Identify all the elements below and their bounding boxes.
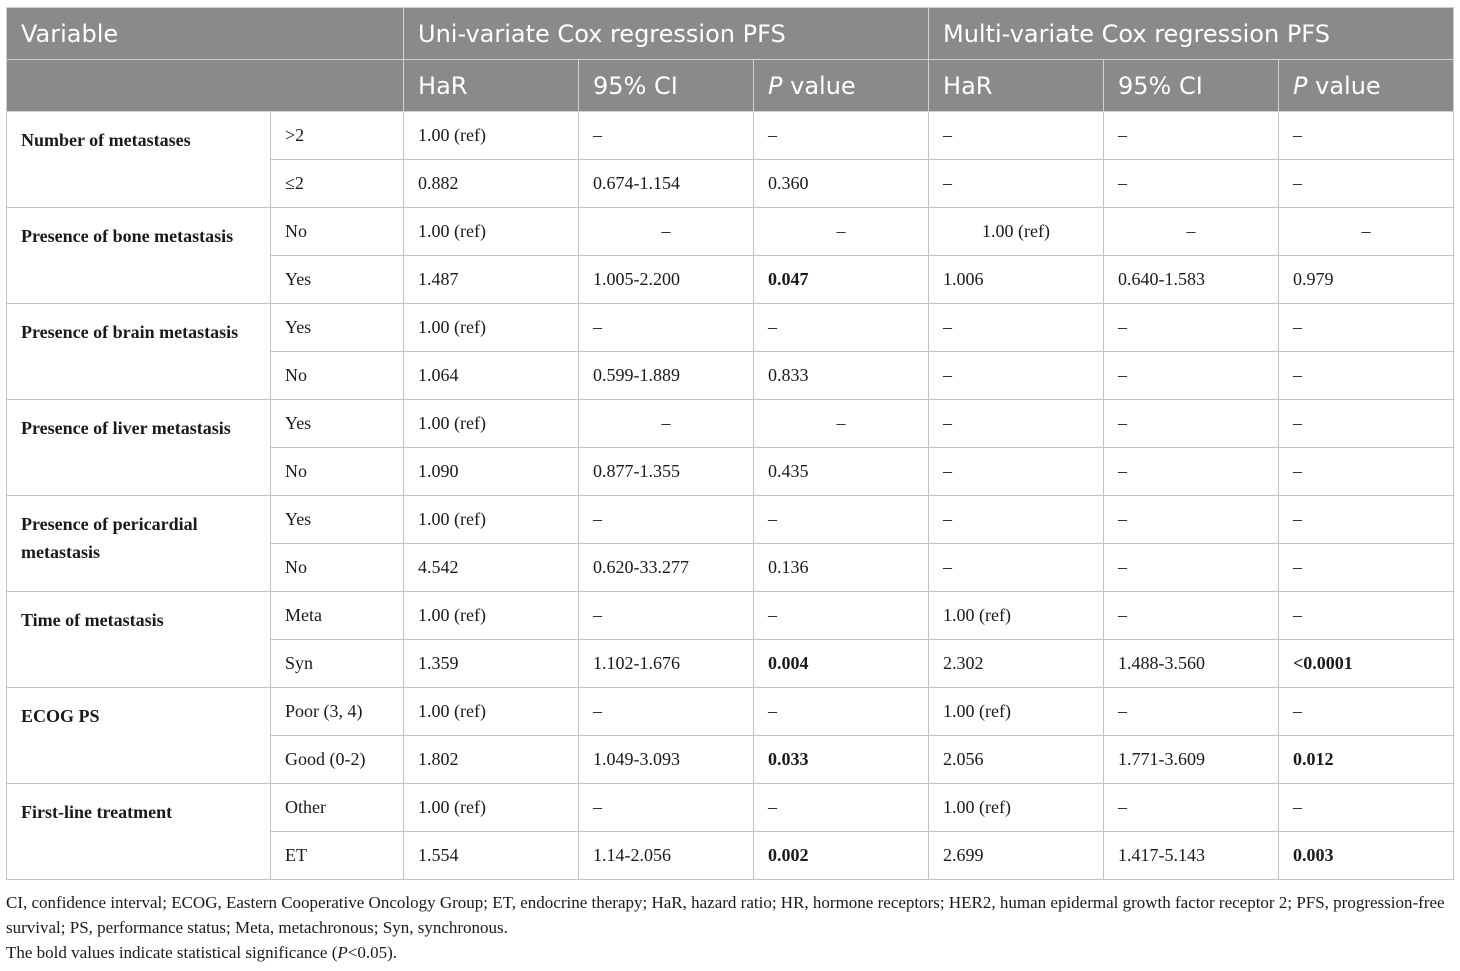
- header-uni-p: P value: [754, 60, 929, 112]
- uni-har-cell: 1.00 (ref): [404, 304, 579, 352]
- uni-ci-cell: –: [579, 592, 754, 640]
- variable-level: Good (0-2): [271, 736, 404, 784]
- uni-ci-cell: 0.674-1.154: [579, 160, 754, 208]
- uni-ci-cell: –: [579, 496, 754, 544]
- variable-level: >2: [271, 112, 404, 160]
- multi-har-cell: –: [929, 112, 1104, 160]
- uni-p-cell: –: [754, 592, 929, 640]
- table-row: [7, 112, 1454, 160]
- multi-har-cell: 2.302: [929, 640, 1104, 688]
- uni-har-cell: 1.00 (ref): [404, 496, 579, 544]
- variable-level: Yes: [271, 256, 404, 304]
- multi-p-cell: 0.003: [1279, 832, 1454, 880]
- uni-ci-cell: 0.620-33.277: [579, 544, 754, 592]
- variable-level: Yes: [271, 304, 404, 352]
- header-uni-ci: 95% CI: [579, 60, 754, 112]
- multi-har-cell: 1.00 (ref): [929, 592, 1104, 640]
- uni-p-cell: 0.435: [754, 448, 929, 496]
- multi-ci-cell: –: [1104, 208, 1279, 256]
- multi-har-cell: 1.00 (ref): [929, 688, 1104, 736]
- header-row-columns: [7, 60, 1454, 112]
- abbreviations-note: CI, confidence interval; ECOG, Eastern Cooperative Oncology Group; ET, endocrine therapy; HaR, hazard ratio; HR, hormone receptors; HER2, human epidermal growth factor receptor 2; PFS, progression-free survival; PS, performance status; Meta, metachronous; Syn, synchronous.: [6, 893, 1445, 937]
- multi-ci-cell: 1.488-3.560: [1104, 640, 1279, 688]
- uni-har-cell: 1.00 (ref): [404, 784, 579, 832]
- multi-ci-cell: 1.417-5.143: [1104, 832, 1279, 880]
- multi-p-cell: –: [1279, 160, 1454, 208]
- multi-p-cell: –: [1279, 688, 1454, 736]
- multi-ci-cell: 1.771-3.609: [1104, 736, 1279, 784]
- variable-name: First-line treatment: [7, 784, 271, 880]
- variable-name: Number of metastases: [7, 112, 271, 208]
- multi-har-cell: 2.699: [929, 832, 1104, 880]
- uni-ci-cell: 0.599-1.889: [579, 352, 754, 400]
- variable-level: Syn: [271, 640, 404, 688]
- multi-har-cell: 1.006: [929, 256, 1104, 304]
- uni-ci-cell: 1.102-1.676: [579, 640, 754, 688]
- uni-ci-cell: –: [579, 112, 754, 160]
- multi-har-cell: –: [929, 496, 1104, 544]
- uni-p-cell: –: [754, 688, 929, 736]
- header-multi-variate: Multi-variate Cox regression PFS: [929, 8, 1454, 60]
- table-row: [7, 496, 1454, 544]
- uni-p-cell: 0.360: [754, 160, 929, 208]
- variable-name: Presence of bone metastasis: [7, 208, 271, 304]
- header-row-groups: [7, 8, 1454, 60]
- multi-p-cell: –: [1279, 112, 1454, 160]
- uni-ci-cell: –: [579, 400, 754, 448]
- multi-ci-cell: –: [1104, 544, 1279, 592]
- uni-har-cell: 1.064: [404, 352, 579, 400]
- multi-har-cell: 1.00 (ref): [929, 208, 1104, 256]
- multi-ci-cell: –: [1104, 496, 1279, 544]
- multi-p-cell: –: [1279, 592, 1454, 640]
- uni-har-cell: 1.00 (ref): [404, 400, 579, 448]
- significance-note: The bold values indicate statistical significance (P<0.05).: [6, 943, 398, 962]
- multi-p-cell: –: [1279, 448, 1454, 496]
- multi-ci-cell: –: [1104, 448, 1279, 496]
- uni-p-cell: 0.033: [754, 736, 929, 784]
- uni-p-cell: –: [754, 400, 929, 448]
- multi-ci-cell: –: [1104, 160, 1279, 208]
- variable-level: Poor (3, 4): [271, 688, 404, 736]
- multi-ci-cell: –: [1104, 400, 1279, 448]
- table-row: [7, 304, 1454, 352]
- header-multi-har: HaR: [929, 60, 1104, 112]
- table-row: [7, 208, 1454, 256]
- multi-p-cell: –: [1279, 400, 1454, 448]
- uni-har-cell: 1.00 (ref): [404, 208, 579, 256]
- variable-level: Meta: [271, 592, 404, 640]
- variable-name: ECOG PS: [7, 688, 271, 784]
- uni-ci-cell: –: [579, 208, 754, 256]
- uni-har-cell: 1.802: [404, 736, 579, 784]
- variable-level: No: [271, 448, 404, 496]
- variable-level: No: [271, 208, 404, 256]
- variable-name: Presence of brain metastasis: [7, 304, 271, 400]
- table-row: [7, 400, 1454, 448]
- multi-ci-cell: –: [1104, 592, 1279, 640]
- header-multi-p: P value: [1279, 60, 1454, 112]
- table-footnote: [6, 890, 1456, 965]
- uni-har-cell: 1.487: [404, 256, 579, 304]
- uni-har-cell: 0.882: [404, 160, 579, 208]
- multi-ci-cell: –: [1104, 112, 1279, 160]
- variable-level: Yes: [271, 400, 404, 448]
- multi-p-cell: –: [1279, 784, 1454, 832]
- multi-p-cell: –: [1279, 352, 1454, 400]
- multi-ci-cell: –: [1104, 304, 1279, 352]
- uni-p-cell: 0.002: [754, 832, 929, 880]
- uni-p-cell: –: [754, 304, 929, 352]
- uni-har-cell: 4.542: [404, 544, 579, 592]
- uni-p-cell: 0.047: [754, 256, 929, 304]
- multi-p-cell: –: [1279, 208, 1454, 256]
- uni-p-cell: 0.004: [754, 640, 929, 688]
- multi-ci-cell: –: [1104, 352, 1279, 400]
- variable-level: Other: [271, 784, 404, 832]
- table-row: [7, 688, 1454, 736]
- header-uni-har: HaR: [404, 60, 579, 112]
- multi-har-cell: 1.00 (ref): [929, 784, 1104, 832]
- uni-har-cell: 1.090: [404, 448, 579, 496]
- multi-har-cell: –: [929, 304, 1104, 352]
- multi-har-cell: –: [929, 400, 1104, 448]
- uni-p-cell: 0.833: [754, 352, 929, 400]
- multi-p-cell: –: [1279, 544, 1454, 592]
- uni-p-cell: –: [754, 496, 929, 544]
- uni-ci-cell: –: [579, 688, 754, 736]
- multi-har-cell: –: [929, 160, 1104, 208]
- uni-p-cell: –: [754, 112, 929, 160]
- uni-ci-cell: –: [579, 784, 754, 832]
- multi-p-cell: –: [1279, 496, 1454, 544]
- variable-name: Presence of liver metastasis: [7, 400, 271, 496]
- header-uni-variate: Uni-variate Cox regression PFS: [404, 8, 929, 60]
- multi-ci-cell: –: [1104, 688, 1279, 736]
- variable-level: ≤2: [271, 160, 404, 208]
- header-multi-ci: 95% CI: [1104, 60, 1279, 112]
- uni-ci-cell: 0.877-1.355: [579, 448, 754, 496]
- uni-ci-cell: –: [579, 304, 754, 352]
- uni-ci-cell: 1.049-3.093: [579, 736, 754, 784]
- header-variable: Variable: [7, 8, 404, 60]
- uni-har-cell: 1.359: [404, 640, 579, 688]
- variable-name: Time of metastasis: [7, 592, 271, 688]
- variable-level: ET: [271, 832, 404, 880]
- multi-har-cell: –: [929, 352, 1104, 400]
- table-row: [7, 592, 1454, 640]
- multi-p-cell: –: [1279, 304, 1454, 352]
- variable-level: No: [271, 352, 404, 400]
- multi-har-cell: –: [929, 544, 1104, 592]
- multi-p-cell: 0.012: [1279, 736, 1454, 784]
- variable-level: Yes: [271, 496, 404, 544]
- multi-ci-cell: 0.640-1.583: [1104, 256, 1279, 304]
- uni-har-cell: 1.00 (ref): [404, 112, 579, 160]
- regression-table-container: [6, 7, 1453, 880]
- cox-regression-table: [6, 7, 1454, 880]
- multi-har-cell: –: [929, 448, 1104, 496]
- uni-p-cell: –: [754, 208, 929, 256]
- multi-ci-cell: –: [1104, 784, 1279, 832]
- uni-har-cell: 1.554: [404, 832, 579, 880]
- variable-name: Presence of pericardial metastasis: [7, 496, 271, 592]
- uni-p-cell: 0.136: [754, 544, 929, 592]
- uni-har-cell: 1.00 (ref): [404, 688, 579, 736]
- table-row: [7, 784, 1454, 832]
- uni-har-cell: 1.00 (ref): [404, 592, 579, 640]
- uni-ci-cell: 1.14-2.056: [579, 832, 754, 880]
- header-variable-blank: [7, 60, 404, 112]
- multi-p-cell: 0.979: [1279, 256, 1454, 304]
- multi-har-cell: 2.056: [929, 736, 1104, 784]
- uni-ci-cell: 1.005-2.200: [579, 256, 754, 304]
- multi-p-cell: <0.0001: [1279, 640, 1454, 688]
- uni-p-cell: –: [754, 784, 929, 832]
- variable-level: No: [271, 544, 404, 592]
